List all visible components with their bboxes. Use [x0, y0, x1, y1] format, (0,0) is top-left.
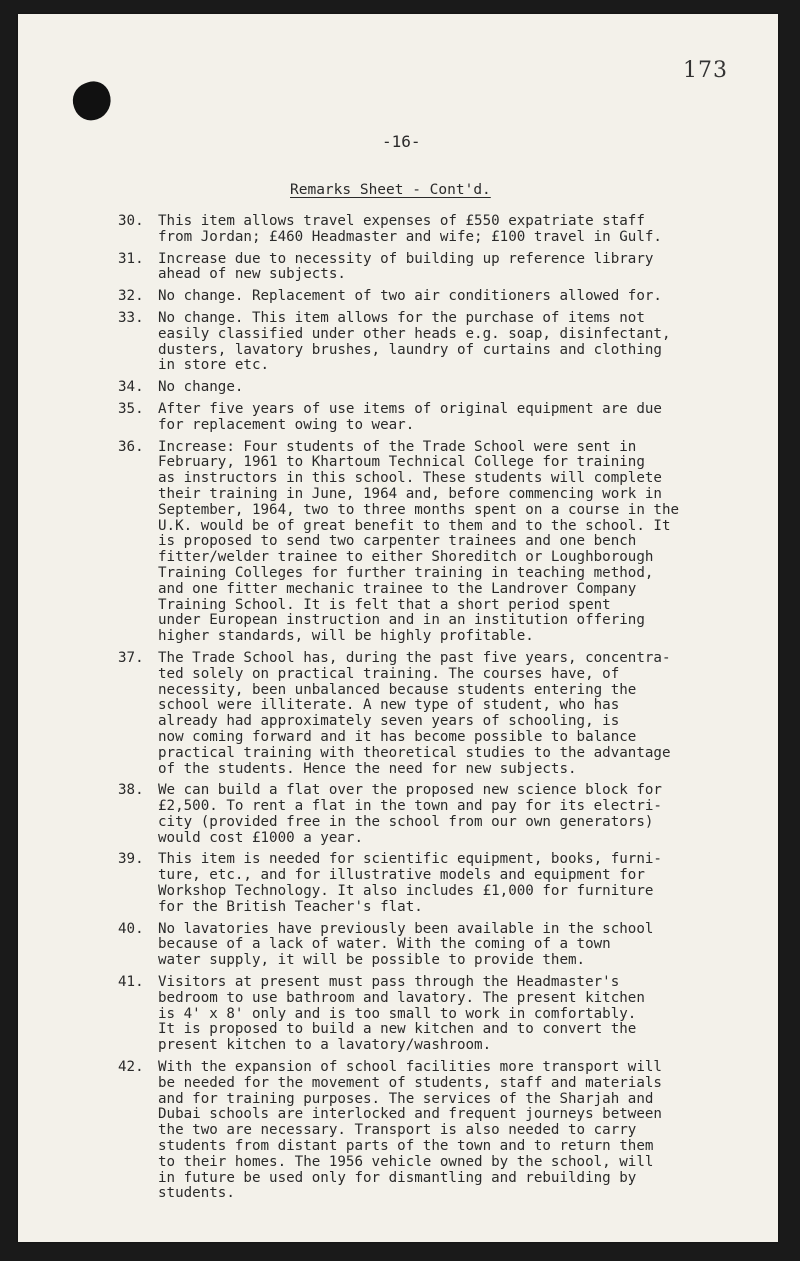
remark-item — [118, 214, 738, 246]
remark-text: The Trade School has, during the past five years, concentra- ted solely on practical training. The courses have, of necessity, been unbalanced because students entering the school were illiterate. A new type of student, who has already had approximately seven years of schooling, is now coming forward and it has become possible to balance practical training with theoretical studies to the advantage of the students. Hence the need for new subjects. — [158, 649, 671, 777]
remark-text: Visitors at present must pass through the Headmaster's bedroom to use bathroom and lavatory. The present kitchen is 4' x 8' only and is too small to work in comfortably. It is proposed to build a new kitchen and to convert the present kitchen to a lavatory/washroom. — [158, 974, 645, 1054]
remark-item — [118, 651, 738, 777]
remark-number: 36. — [118, 438, 144, 455]
folio-number: 173 — [683, 58, 728, 83]
remark-item — [118, 252, 738, 284]
page-number: -16- — [382, 132, 421, 151]
remark-number: 39. — [118, 851, 144, 868]
remark-number: 42. — [118, 1059, 144, 1076]
remark-text: No change. Replacement of two air conditioners allowed for. — [158, 288, 662, 305]
remark-text: After five years of use items of original equipment are due for replacement owing to wear. — [158, 400, 662, 433]
remark-item — [118, 922, 738, 969]
remark-number: 37. — [118, 649, 144, 666]
remark-text: Increase due to necessity of building up reference library ahead of new subjects. — [158, 250, 654, 283]
remark-number: 41. — [118, 974, 144, 991]
document-page — [18, 14, 778, 1242]
remark-text: No lavatories have previously been available in the school because of a lack of water. With the coming of a town water supply, it will be possible to provide them. — [158, 920, 654, 969]
remark-item — [118, 783, 738, 846]
remark-item — [118, 440, 738, 645]
remark-item — [118, 402, 738, 434]
remark-number: 32. — [118, 288, 144, 305]
remark-item — [118, 852, 738, 915]
remark-number: 30. — [118, 213, 144, 229]
remark-text: We can build a flat over the proposed new science block for £2,500. To rent a flat in the town and pay for its electri- city (provided free in the school from our own generators) would cost £1000 a year. — [158, 782, 662, 846]
remark-number: 34. — [118, 379, 144, 396]
remark-number: 33. — [118, 309, 144, 326]
remark-text: This item allows travel expenses of £550 expatriate staff from Jordan; £460 Headmaster and wife; £100 travel in Gulf. — [158, 213, 662, 245]
remark-text: No change. This item allows for the purchase of items not easily classified under other heads e.g. soap, disinfectant, dusters, lavatory brushes, laundry of curtains and clothing in store etc. — [158, 309, 671, 374]
remark-text: This item is needed for scientific equipment, books, furni- ture, etc., and for illustrative models and equipment for Workshop Technology. It also includes £1,000 for furniture for the British Teacher's flat. — [158, 851, 662, 915]
remark-number: 38. — [118, 782, 144, 799]
page-heading: Remarks Sheet - Cont'd. — [290, 182, 491, 198]
remark-text: With the expansion of school facilities more transport will be needed for the movement of students, staff and materials and for training purposes. The services of the Sharjah and Dubai schools are interlocked and frequent journeys between the two are necessary. Transport is also needed to carry students from distant parts of the town and to return them to their homes. The 1956 vehicle owned by the school, will in future be used only for dismantling and rebuilding by students. — [158, 1059, 662, 1202]
remark-item — [118, 311, 738, 374]
remark-item — [118, 975, 738, 1054]
remark-number: 35. — [118, 400, 144, 417]
remark-text: No change. — [158, 379, 244, 396]
punch-hole — [68, 77, 117, 126]
remark-item — [118, 1060, 738, 1202]
remark-item — [118, 289, 738, 305]
remark-number: 31. — [118, 250, 144, 267]
remark-number: 40. — [118, 920, 144, 937]
remark-item — [118, 380, 738, 396]
remarks-list — [118, 214, 738, 1208]
remark-text: Increase: Four students of the Trade School were sent in February, 1961 to Khartoum Technical College for training as instructors in this school. These students will complete their training in June, 1964 and, before commencing work in September, 1964, two to three months spent on a course in the U.K. would be of great benefit to them and to the school. It is proposed to send two carpenter trainees and one bench fitter/welder trainee to either Shoreditch or Loughborough Training Colleges for further training in teaching method, and one fitter mechanic trainee to the Landrover Company Training School. It is felt that a short period spent under European instruction and in an institution offering higher standards, will be highly profitable. — [158, 438, 680, 645]
